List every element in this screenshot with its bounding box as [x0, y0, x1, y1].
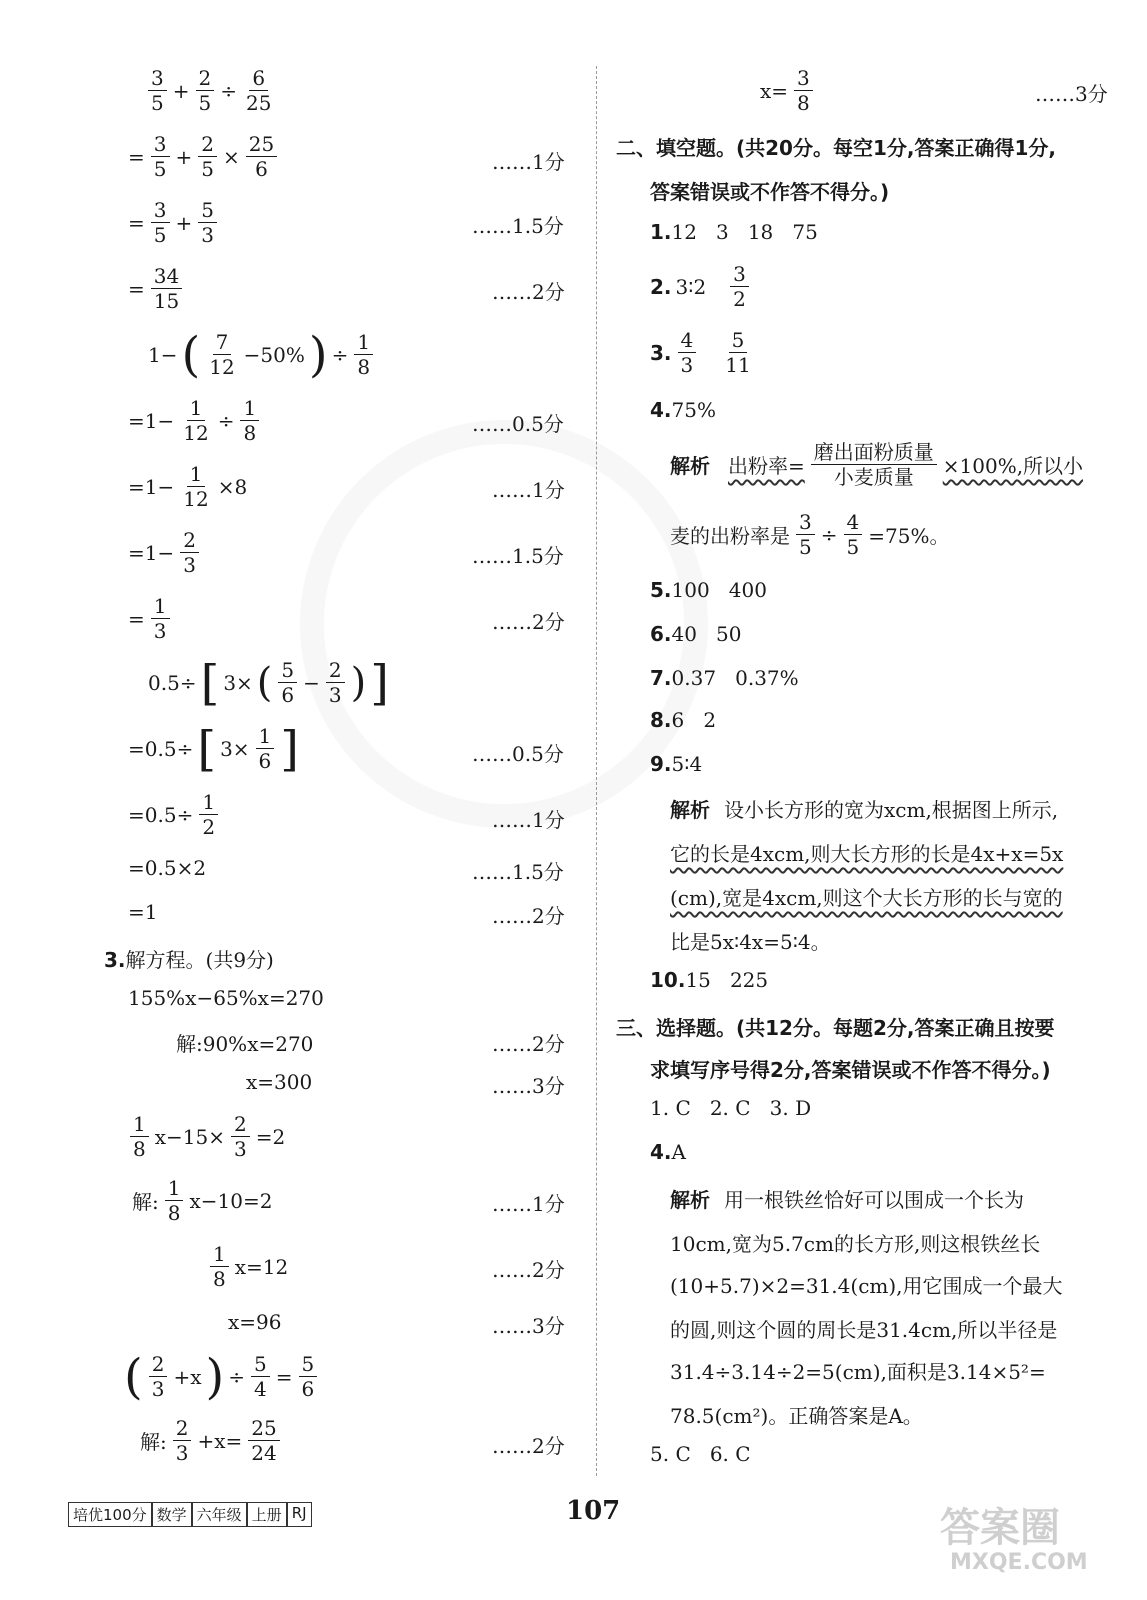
equation-final: x= $\frac{3}{8}$: [760, 66, 815, 115]
footer-grade: 六年级: [192, 1502, 247, 1527]
score: ……3分: [492, 1074, 565, 1098]
watermark-url: MXQE.COM: [950, 1550, 1088, 1575]
score: ……3分: [492, 1314, 565, 1338]
answer-9-analysis: 解析 设小长方形的宽为xcm,根据图上所示,: [670, 798, 1059, 822]
choice-answers-1-3: 1. C 2. C 3. D: [650, 1096, 812, 1120]
choice-4-analysis-line-4: 的圆,则这个圆的周长是31.4cm,所以半径是: [670, 1318, 1058, 1342]
score: ……1.5分: [472, 214, 564, 238]
section-3-heading-right-cont: 求填写序号得2分,答案错误或不作答不得分。): [650, 1058, 1051, 1082]
equation-2-step-2: $\frac{1}{8}$ x=12: [208, 1242, 288, 1291]
equation-3: ( $\frac{2}{3}$ +x ) ÷ $\frac{5}{4}$ = $\frac{5}{6}$: [124, 1352, 319, 1401]
score: ……2分: [492, 280, 565, 304]
score: ……1.5分: [472, 544, 564, 568]
score: ……2分: [492, 1434, 565, 1458]
expr-3-step-4: =1: [128, 900, 158, 924]
choice-4-analysis-line-5: 31.4÷3.14÷2=5(cm),面积是3.14×5²=: [670, 1360, 1046, 1384]
section-2-heading: 二、填空题。(共20分。每空1分,答案正确得1分,: [616, 136, 1056, 160]
score: ……1分: [492, 478, 565, 502]
answer-8: 8.6 2: [650, 708, 717, 732]
score: ……2分: [492, 1258, 565, 1282]
choice-answers-5-6: 5. C 6. C: [650, 1442, 751, 1466]
equation-2: $\frac{1}{8}$ x−15× $\frac{2}{3}$ =2: [128, 1112, 285, 1161]
answer-5: 5.100 400: [650, 578, 767, 602]
answer-10: 10.15 225: [650, 968, 769, 992]
answer-9-analysis-line-3: (cm),宽是4xcm,则这个大长方形的长与宽的: [670, 886, 1063, 910]
expr-3-step-3: =0.5×2: [128, 856, 207, 880]
answer-4: 4.75%: [650, 398, 716, 422]
section-3-heading: 3.解方程。(共9分): [104, 948, 274, 972]
choice-answer-4: 4.A: [650, 1140, 686, 1164]
score: ……2分: [492, 1032, 565, 1056]
score: ……1.5分: [472, 860, 564, 884]
equation-2-step-1: 解: $\frac{1}{8}$ x−10=2: [132, 1176, 273, 1225]
answer-7: 7.0.37 0.37%: [650, 666, 799, 690]
answer-4-analysis: 解析 出粉率= $\frac{\text{磨出面粉质量}}{\text{小麦质量}}$ ×100%,所以小: [670, 440, 1084, 489]
score: ……2分: [492, 610, 565, 634]
footer-edition: RJ: [287, 1502, 312, 1527]
score: ……2分: [492, 904, 565, 928]
expr-2: 1− ( $\frac{7}{12}$ −50% ) ÷ $\frac{1}{8}$: [148, 330, 375, 379]
answer-1: 1.12 3 18 75: [650, 220, 818, 244]
watermark-logo: 答案圈: [940, 1505, 1060, 1551]
answer-9: 9.5∶4: [650, 752, 703, 776]
score: ……1分: [492, 150, 565, 174]
expr-1-step-2: = $\frac{3}{5}$ + $\frac{5}{3}$: [128, 198, 219, 247]
answer-2: 2. 3∶2 $\frac{3}{2}$: [650, 262, 751, 311]
choice-4-analysis-line-2: 10cm,宽为5.7cm的长方形,则这根铁丝长: [670, 1232, 1041, 1256]
equation-2-step-3: x=96: [228, 1310, 282, 1334]
expr-1: $\frac{3}{5}$ + $\frac{2}{5}$ ÷ $\frac{6}{25}$: [146, 66, 276, 115]
footer-volume: 上册: [247, 1502, 287, 1527]
expr-2-step-2: =1− $\frac{1}{12}$ ×8: [128, 462, 248, 511]
column-divider: [596, 66, 597, 1476]
expr-3-step-1: =0.5÷ [ 3× $\frac{1}{6}$ ]: [128, 720, 300, 777]
score: ……3分: [1035, 82, 1108, 106]
choice-4-analysis: 解析 用一根铁丝恰好可以围成一个长为: [670, 1188, 1024, 1212]
expr-1-step-1: = $\frac{3}{5}$ + $\frac{2}{5}$ × $\frac{25}{6}$: [128, 132, 279, 181]
choice-4-analysis-line-3: (10+5.7)×2=31.4(cm),用它围成一个最大: [670, 1274, 1063, 1298]
answer-9-analysis-line-2: 它的长是4xcm,则大长方形的长是4x+x=5x: [670, 842, 1064, 866]
score: ……1分: [492, 808, 565, 832]
footer-book-label: [68, 1502, 312, 1527]
expr-2-step-3: =1− $\frac{2}{3}$: [128, 528, 201, 577]
answer-3: 3. $\frac{4}{3}$ $\frac{5}{11}$: [650, 328, 751, 377]
choice-4-analysis-line-6: 78.5(cm²)。正确答案是A。: [670, 1404, 923, 1428]
equation-1-step-1: 解:90%x=270: [176, 1032, 314, 1056]
expr-2-step-4: = $\frac{1}{3}$: [128, 594, 172, 643]
answer-9-analysis-line-4: 比是5x∶4x=5∶4。: [670, 930, 831, 954]
expr-2-step-1: =1− $\frac{1}{12}$ ÷ $\frac{1}{8}$: [128, 396, 261, 445]
equation-3-step-1: 解: $\frac{2}{3}$ +x= $\frac{25}{24}$: [140, 1416, 282, 1465]
footer-brand: 培优100分: [68, 1502, 152, 1527]
expr-3-step-2: =0.5÷ $\frac{1}{2}$: [128, 790, 220, 839]
score: ……1分: [492, 1192, 565, 1216]
score: ……0.5分: [472, 412, 564, 436]
expr-3: 0.5÷ [ 3× ( $\frac{5}{6}$ − $\frac{2}{3}$ ) ]: [148, 654, 389, 711]
section-2-heading-cont: 答案错误或不作答不得分。): [650, 180, 890, 204]
equation-1: 155%x−65%x=270: [128, 986, 324, 1010]
answer-6: 6.40 50: [650, 622, 742, 646]
section-3-heading-right: 三、选择题。(共12分。每题2分,答案正确且按要: [616, 1016, 1055, 1040]
equation-1-step-2: x=300: [246, 1070, 313, 1094]
score: ……0.5分: [472, 742, 564, 766]
page-number: 107: [566, 1496, 621, 1526]
expr-1-step-3: = $\frac{34}{15}$: [128, 264, 184, 313]
answer-4-analysis-cont: 麦的出粉率是 $\frac{3}{5}$ ÷ $\frac{4}{5}$ =75%。: [670, 510, 950, 559]
footer-subject: 数学: [152, 1502, 192, 1527]
